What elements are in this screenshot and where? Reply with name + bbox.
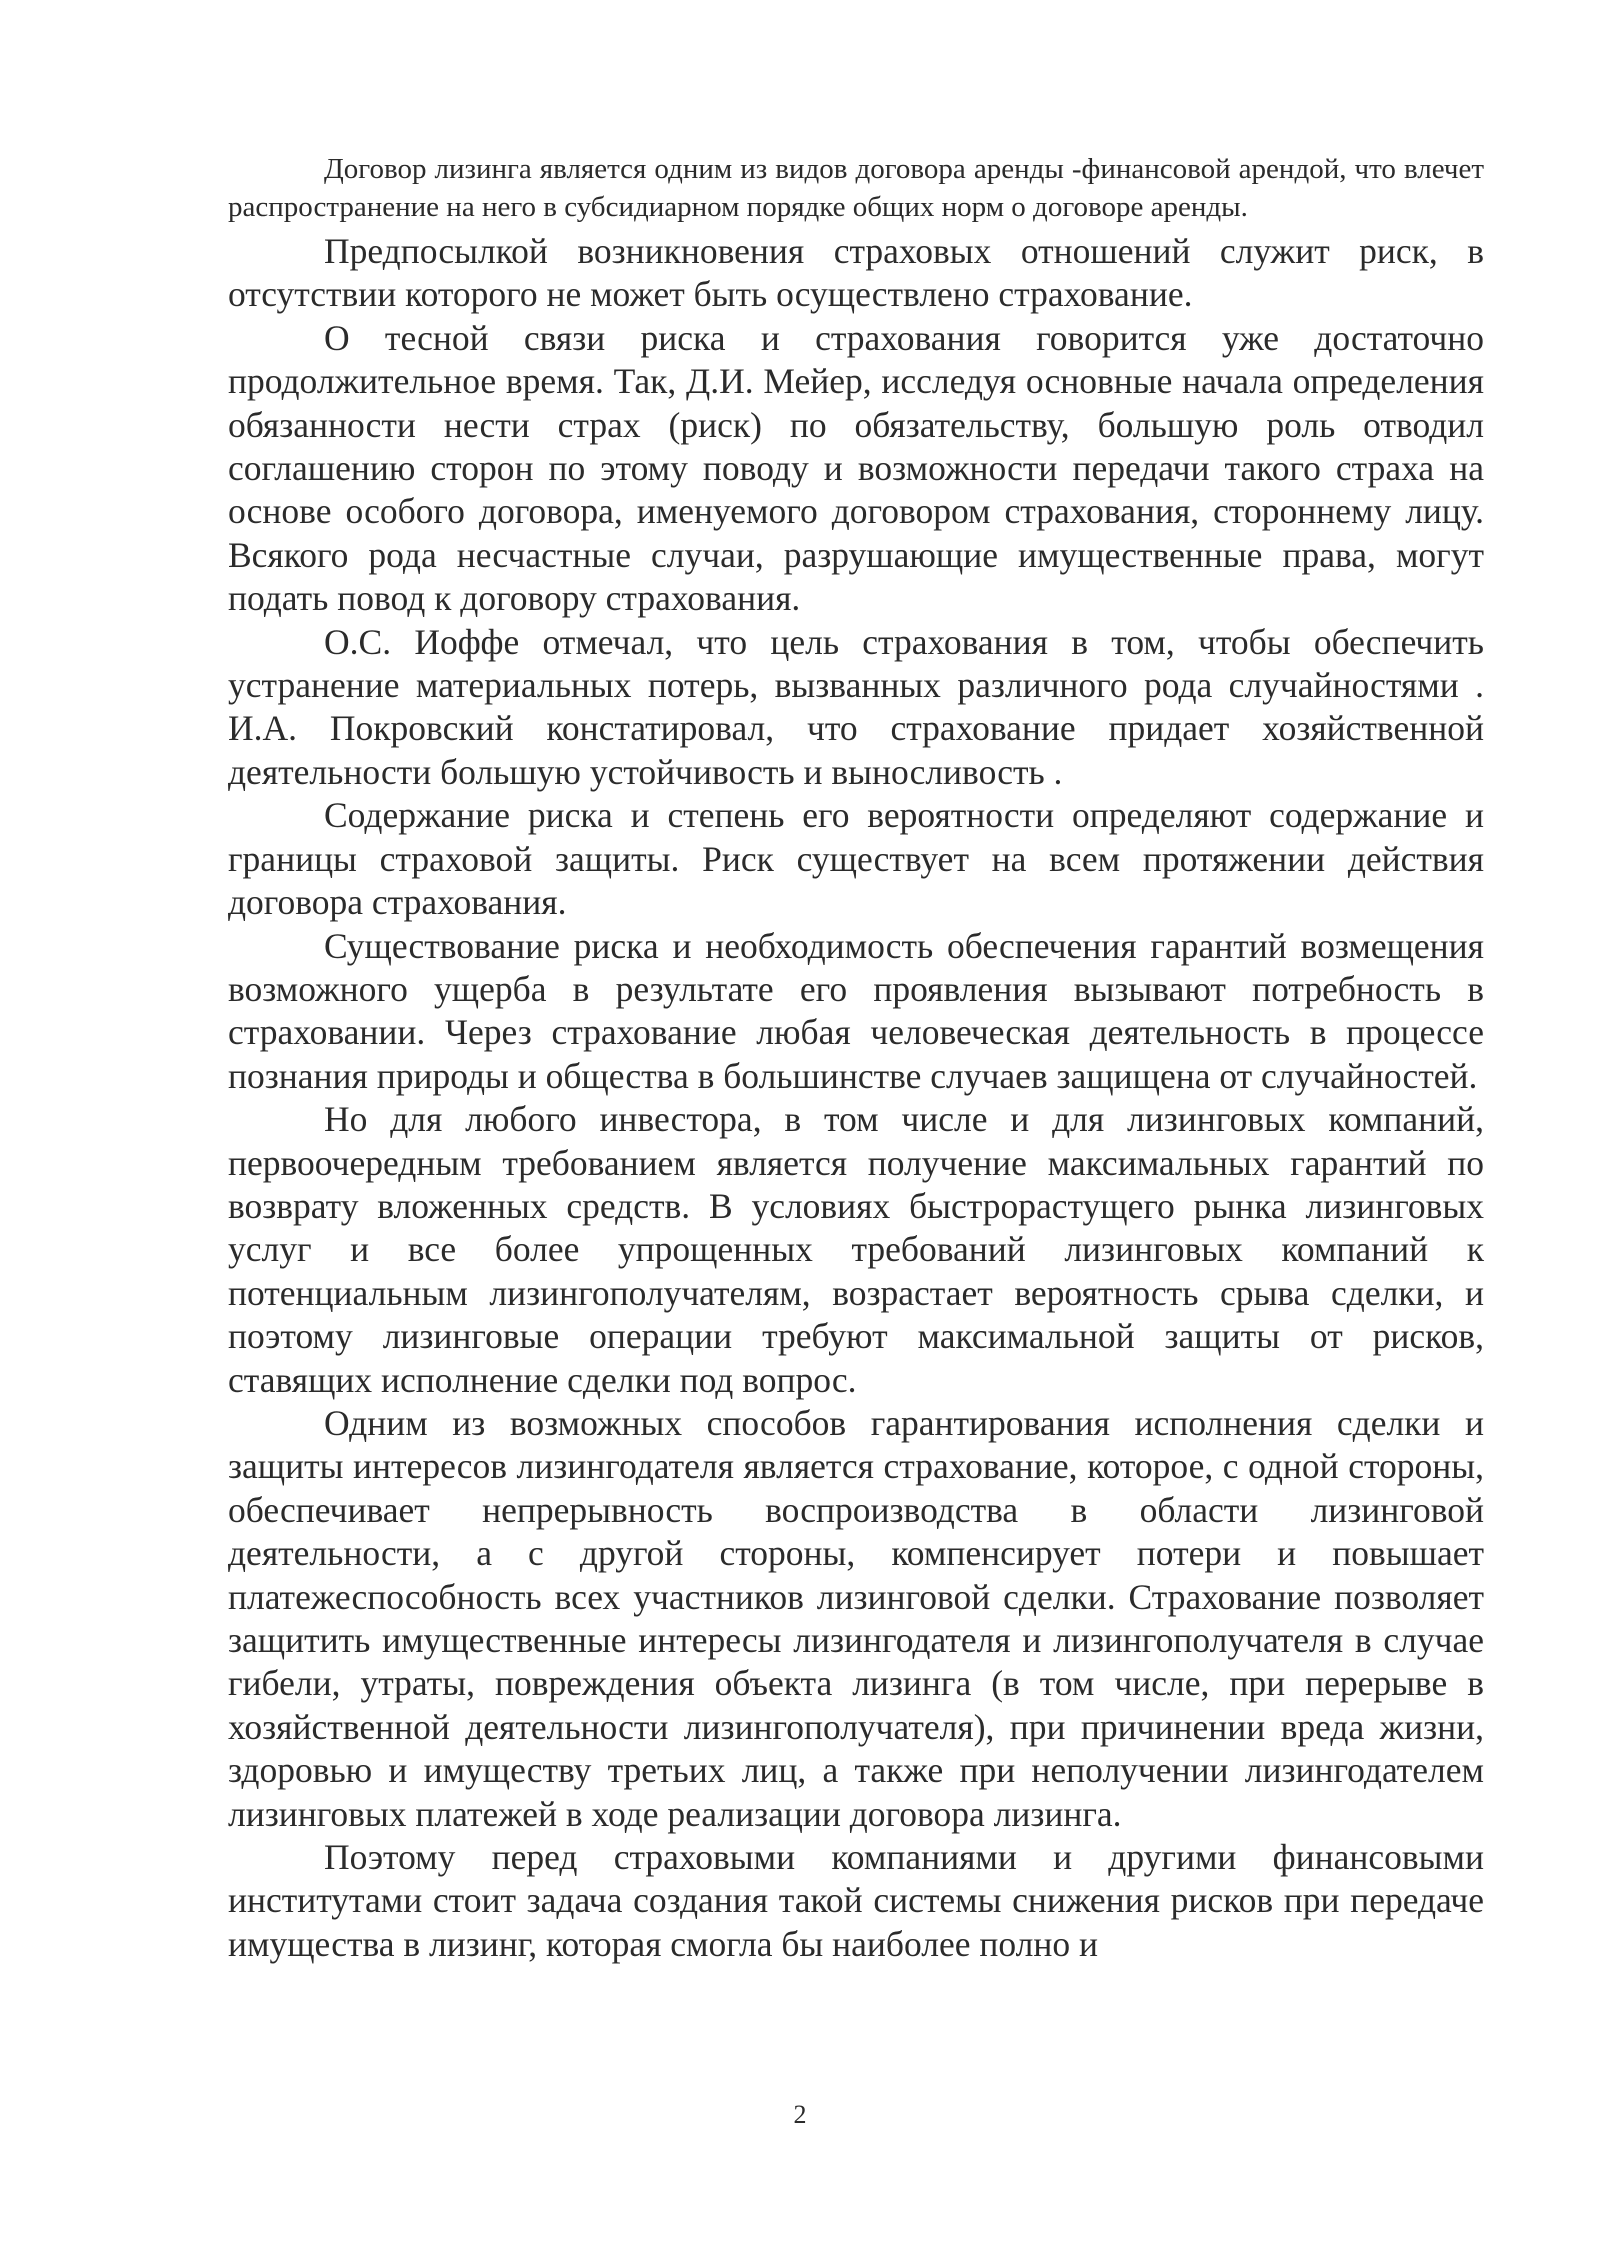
paragraph-leasing-contract: Договор лизинга является одним из видов договора аренды -финансовой арендой, что влечет распространение на него в субсидиарном порядке общих норм о договоре аренды.: [228, 153, 1484, 223]
paragraph-risk-content: Содержание риска и степень его вероятности определяют содержание и границы страховой защиты. Риск существует на всем протяжении действия договора страхования.: [228, 795, 1484, 923]
paragraph-insurance-companies: Поэтому перед страховыми компаниями и другими финансовыми институтами стоит задача создания такой системы снижения рисков при передаче имущества в лизинг, которая смогла бы наиболее полно и: [228, 1837, 1484, 1964]
page-number: 2: [793, 2100, 807, 2129]
paragraph-investor: Но для любого инвестора, в том числе и для лизинговых компаний, первоочередным требованием является получение максимальных гарантий по возврату вложенных средств. В условиях быстрорастущего рынка лизинговых услуг и все более упрощенных требований лизинговых компаний к потенциальным лизингополучателям, возрастает вероятность срыва сделки, и поэтому лизинговые операции требуют максимальной защиты от рисков, ставящих исполнение сделки под вопрос.: [228, 1099, 1484, 1400]
paragraph-risk-prerequisite: Предпосылкой возникновения страховых отношений служит риск, в отсутствии которого не может быть осуществлено страхование.: [228, 231, 1484, 315]
paragraph-guarantee-methods: Одним из возможных способов гарантирования исполнения сделки и защиты интересов лизингодателя является страхование, которое, с одной стороны, обеспечивает непрерывность воспроизводства в области лизинговой деятельности, а с другой стороны, компенсирует потери и повышает платежеспособность всех участников лизинговой сделки. Страхование позволяет защитить имущественные интересы лизингодателя и лизингополучателя в случае гибели, утраты, повреждения объекта лизинга (в том числе, при перерыве в хозяйственной деятельности лизингополучателя), при причинении вреда жизни, здоровью и имуществу третьих лиц, а также при неполучении лизингодателем лизинговых платежей в ходе реализации договора лизинга.: [228, 1402, 1484, 1834]
paragraph-meyer: О тесной связи риска и страхования говорится уже достаточно продолжительное время. Так, Д.И. Мейер, исследуя основные начала определения обязанности нести страх (риск) по обязательству, большую роль отводил соглашению сторон по этому поводу и возможности передачи такого страха на основе особого договора, именуемого договором страхования, стороннему лицу. Всякого рода несчастные случаи, разрушающие имущественные права, могут подать повод к договору страхования.: [228, 317, 1484, 619]
paragraph-ioffe: О.С. Иоффе отмечал, что цель страхования в том, чтобы обеспечить устранение материальных потерь, вызванных различного рода случайностями . И.А. Покровский констатировал, что страхование придает хозяйственной деятельности большую устойчивость и выносливость .: [228, 621, 1484, 792]
paragraph-risk-existence: Существование риска и необходимость обеспечения гарантий возмещения возможного ущерба в результате его проявления вызывают потребность в страховании. Через страхование любая человеческая деятельность в процессе познания природы и общества в большинстве случаев защищена от случайностей.: [228, 925, 1484, 1096]
document-body: [228, 150, 1484, 1966]
